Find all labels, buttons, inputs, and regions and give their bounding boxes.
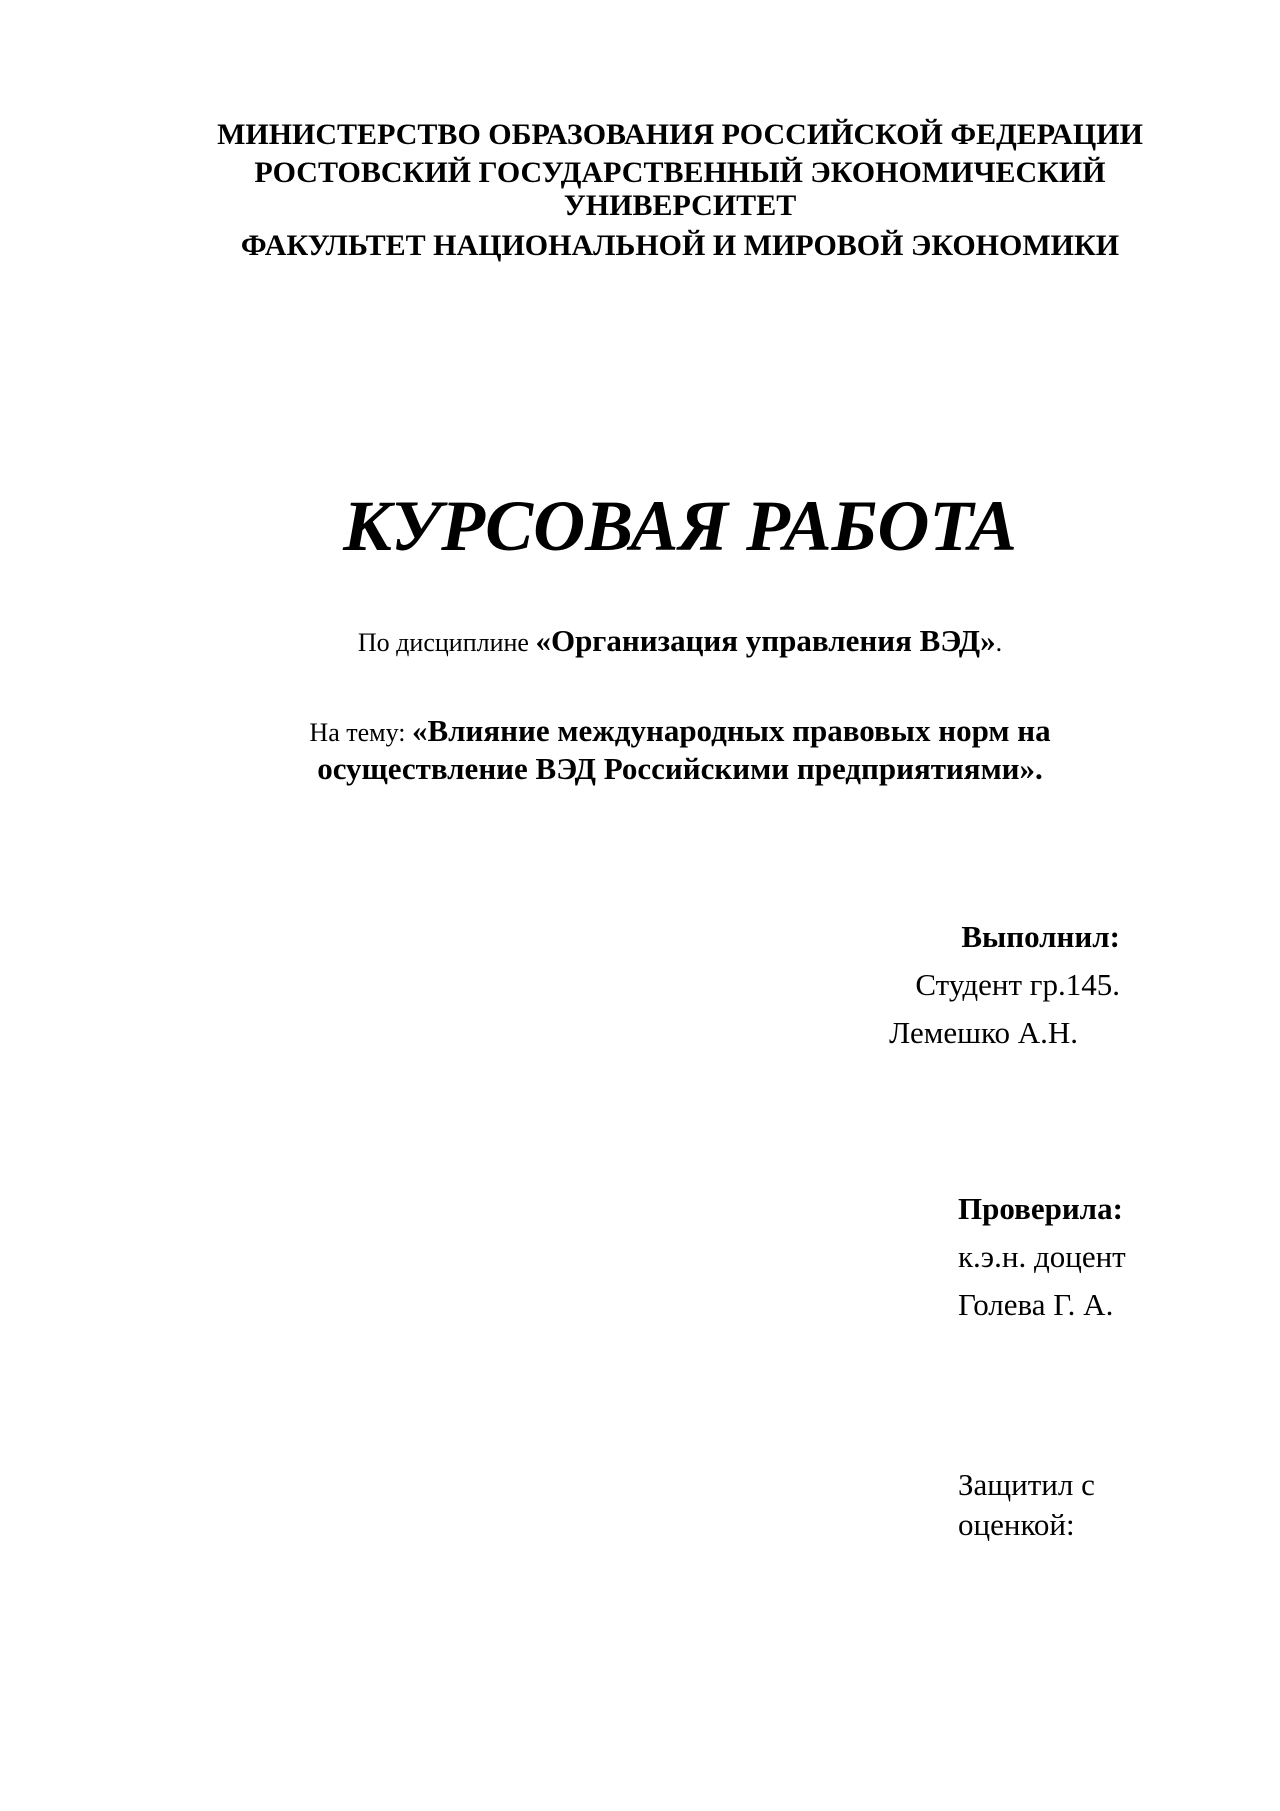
supervisor-position: к.э.н. доцент [958,1239,1126,1274]
discipline-line [160,622,1200,666]
defended-line2: оценкой: [958,1507,1075,1542]
faculty-name: ФАКУЛЬТЕТ НАЦИОНАЛЬНОЙ И МИРОВОЙ ЭКОНОМИКИ [240,229,1120,262]
topic-label: На тему: [309,718,412,747]
student-group: Студент гр.145. [915,967,1120,1002]
student-name: Лемешко А.Н. [889,1015,1078,1050]
topic-value-line2: осуществление ВЭД Российскими предприятиями». [317,751,1043,786]
discipline-value: «Организация управления ВЭД» [535,623,996,658]
document-title: КУРСОВАЯ РАБОТА [343,486,1017,566]
checked-label: Проверила: [958,1191,1123,1226]
university-name-line1: РОСТОВСКИЙ ГОСУДАРСТВЕННЫЙ ЭКОНОМИЧЕСКИЙ [254,156,1106,189]
checked-by-block [958,1185,1198,1329]
discipline-suffix: . [995,628,1003,657]
university-name-line2: УНИВЕРСИТЕТ [563,189,797,222]
defended-block [958,1465,1198,1545]
topic-block [200,713,1160,787]
performed-label: Выполнил: [961,919,1120,954]
topic-line1 [200,713,1160,751]
performed-by-block [860,913,1200,1057]
defended-line1: Защитил с [958,1467,1095,1502]
topic-value-line1: «Влияние международных правовых норм на [411,713,1051,748]
ministry-name: МИНИСТЕРСТВО ОБРАЗОВАНИЯ РОССИЙСКОЙ ФЕДЕРАЦИИ [217,118,1143,151]
institution-header [160,118,1200,262]
supervisor-name: Голева Г. А. [958,1287,1114,1322]
discipline-label: По дисциплине [357,628,536,657]
